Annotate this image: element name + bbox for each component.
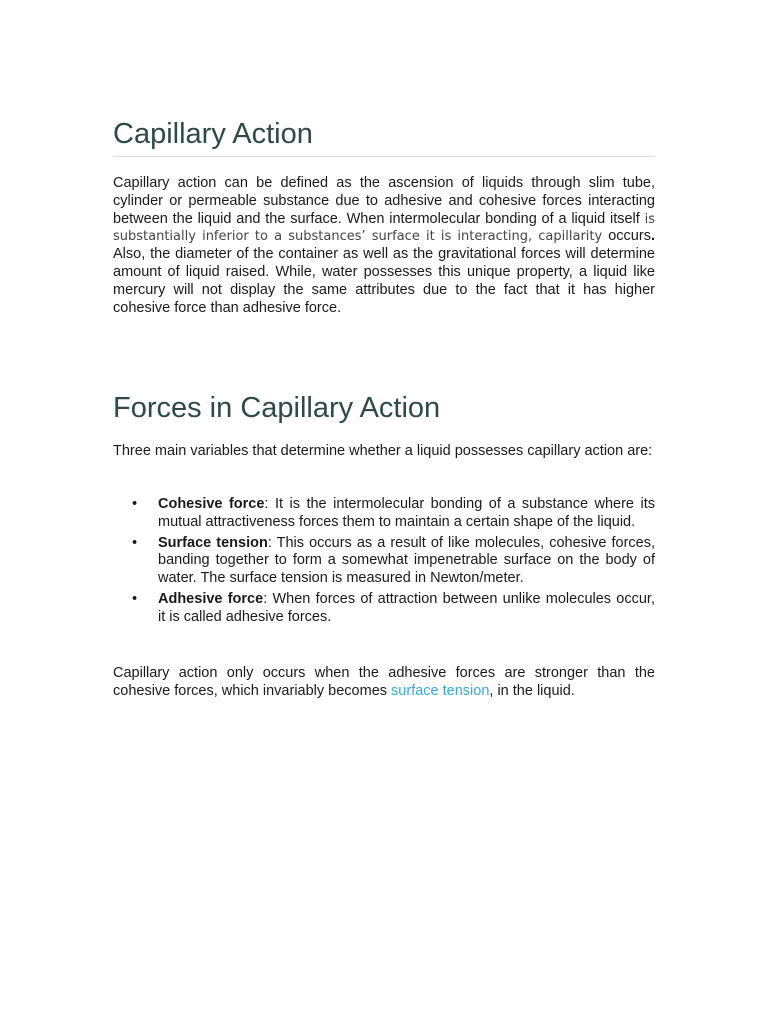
list-item-surface-tension: [113, 535, 655, 588]
list-item-text: : This occurs as a result of like molecules, cohesive forces, banding together to form a somewhat impenetrable surface on the body of water. The surface tension is measured in Newton/meter.: [158, 534, 655, 587]
bullet-icon: •: [132, 534, 138, 551]
intro-text-part5: Also, the diameter of the container as well as the gravitational forces will determine amount of liquid raised. While, water possesses this unique property, a liquid like mercury will not display the same attributes due to the fact that it has higher cohesive force than adhesive force.: [113, 246, 655, 316]
list-item-term: Cohesive force: [158, 496, 265, 512]
list-item-adhesive-force: [113, 591, 655, 627]
title-divider: [113, 156, 655, 157]
list-item-text: : When forces of attraction between unlike molecules occur, it is called adhesive forces.: [158, 590, 655, 625]
list-item-term: Surface tension: [158, 534, 268, 551]
closing-text-after: , in the liquid.: [489, 682, 575, 699]
bullet-icon: •: [132, 496, 138, 512]
forces-list: [113, 496, 655, 630]
section-title-capillary-action: Capillary Action: [113, 118, 313, 150]
intro-text-period: .: [650, 228, 655, 245]
section-title-forces: Forces in Capillary Action: [113, 392, 441, 424]
closing-text-before: Capillary action only occurs when the adhesive forces are stronger than the cohesive forces, which invariably becomes: [113, 665, 655, 699]
list-item-text: : It is the intermolecular bonding of a substance where its mutual attractiveness forces them to maintain a certain shape of the liquid.: [158, 496, 655, 530]
list-item-term: Adhesive force: [158, 590, 264, 607]
intro-text-part1: Capillary action can be defined as the ascension of liquids through slim tube, cylinder or permeable substance due to adhesive and cohesive forces interacting between the liquid and the surface. When intermolecular bonding of a liquid itself: [113, 175, 655, 227]
list-item-cohesive-force: [113, 496, 655, 532]
surface-tension-link[interactable]: surface tension: [391, 682, 490, 699]
intro-paragraph: [113, 175, 655, 317]
intro-text-part3: occurs: [602, 228, 651, 245]
forces-lead-paragraph: Three main variables that determine whether a liquid possesses capillary action are:: [113, 443, 653, 459]
bullet-icon: •: [132, 590, 138, 607]
closing-paragraph: [113, 665, 655, 701]
intro-text-part2: is substantially inferior to a substances’ surface it is interacting, capillarity: [113, 211, 655, 245]
